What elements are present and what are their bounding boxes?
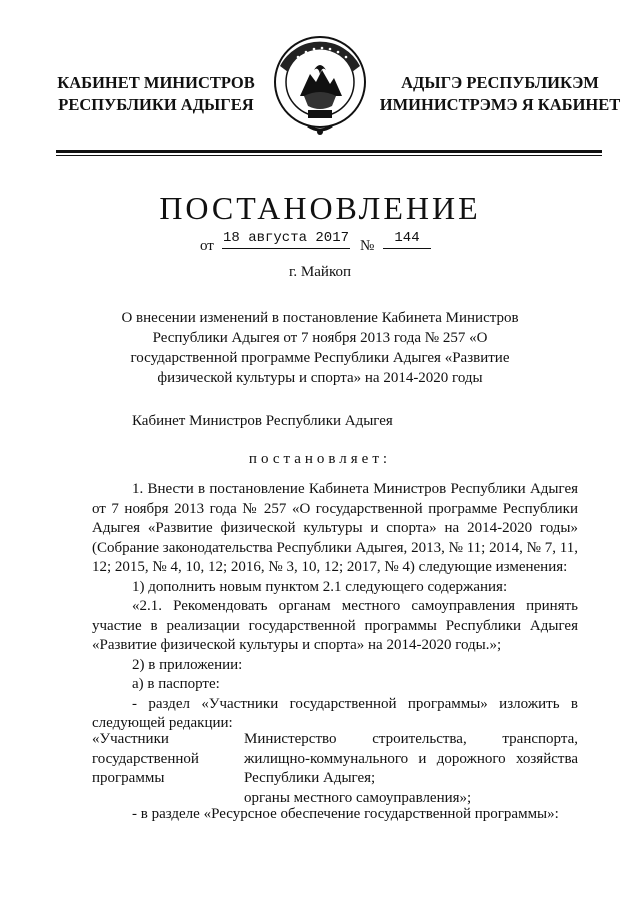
header-right-line1: АДЫГЭ РЕСПУБЛИКЭМ <box>401 73 599 92</box>
participant-ministry: Министерство строительства, транспорта, жилищно-коммунального и дорожного хозяйства Республики Адыгея; <box>244 731 578 786</box>
header-divider-thick <box>56 150 602 153</box>
paragraph: 2) в приложении: <box>132 656 243 673</box>
participant-local-authorities: органы местного самоуправления»; <box>244 789 472 806</box>
issuer-line: Кабинет Министров Республики Адыгея <box>132 413 393 429</box>
paragraph: 1) дополнить новым пунктом 2.1 следующего содержания: <box>132 578 508 595</box>
last-line: - в разделе «Ресурсное обеспечение государственной программы»: <box>132 806 559 822</box>
document-body <box>92 480 578 734</box>
paragraph: «2.1. Рекомендовать органам местного самоуправления принять участие в реализации государственной программы Республики Адыгея «Развитие физической культуры и спорта» на 2014-2020 годы.»; <box>92 598 578 653</box>
header-divider-thin <box>56 155 602 156</box>
document-date: 18 августа 2017 <box>222 230 350 249</box>
emblem-seal-icon <box>270 30 370 138</box>
header-left-line1: КАБИНЕТ МИНИСТРОВ <box>57 73 255 92</box>
participants-label: «Участники государственной программы <box>92 731 199 786</box>
header-left <box>56 72 256 116</box>
document-subject: О внесении изменений в постановление Кабинета Министров Республики Адыгея от 7 ноября 2013 года № 257 «О государственной программе Республики Адыгея «Развитие физической культуры и спорта» на 2014-2020 годы <box>121 310 519 386</box>
document-number: 144 <box>383 230 431 249</box>
paragraph: - раздел «Участники государственной программы» изложить в следующей редакции: <box>92 695 578 731</box>
header-right <box>376 72 624 116</box>
paragraph: а) в паспорте: <box>132 676 220 692</box>
number-sign: № <box>360 238 375 254</box>
document-title: ПОСТАНОВЛЕНИЕ <box>159 190 481 226</box>
decrees-word: постановляет: <box>248 451 392 467</box>
header-left-line2: РЕСПУБЛИКИ АДЫГЕЯ <box>58 95 254 114</box>
date-number-line <box>200 230 460 256</box>
paragraph: 1. Внести в постановление Кабинета Министров Республики Адыгея от 7 ноября 2013 года № 257 «О государственной программе Республики Адыгея «Развитие физической культуры и спорта» на 2014-2020 годы» (Собрание законодательства Республики Адыгея, 2013, № 11; 2014, № 7, 11, 12; 2015, № 4, 10, 12; 2016, № 3, 10, 12; 2017, № 4) следующие изменения: <box>92 481 578 575</box>
city: г. Майкоп <box>288 264 352 280</box>
participants-value <box>244 730 578 808</box>
header-right-line2: ИМИНИСТРЭМЭ Я КАБИНЕТ <box>379 95 621 114</box>
date-prefix: от <box>200 238 214 254</box>
